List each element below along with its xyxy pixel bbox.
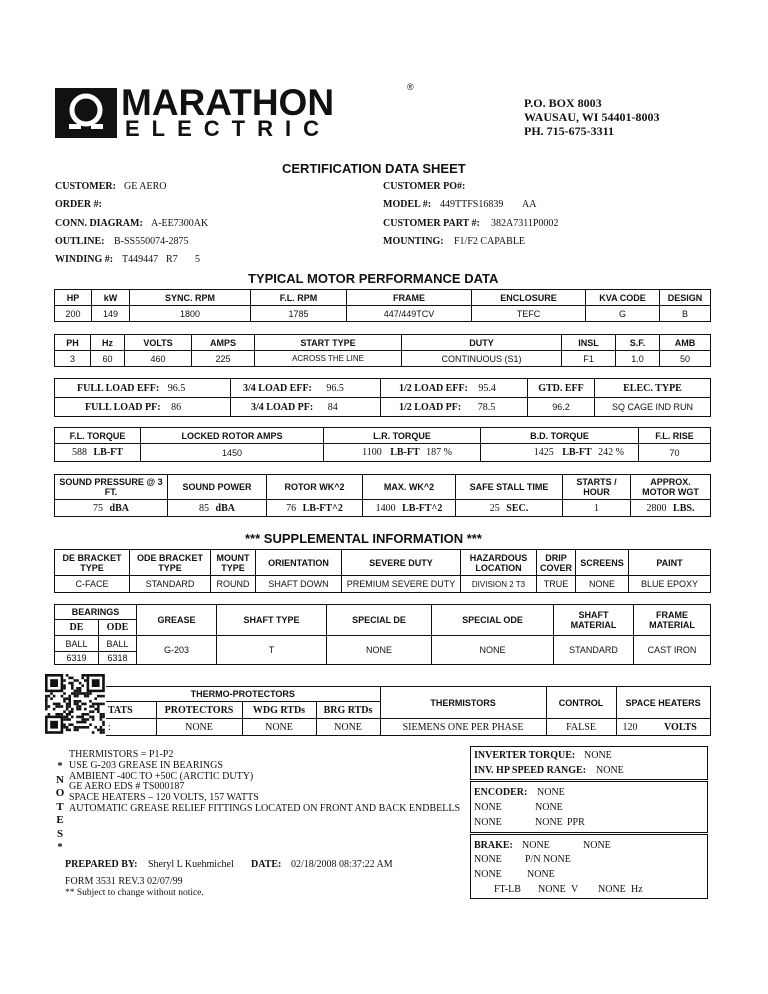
- table-torque: [54, 427, 711, 462]
- mount-type-value: ROUND: [211, 576, 256, 593]
- notes-letter: T: [56, 800, 64, 813]
- frame-material-header: FRAME MATERIAL: [634, 605, 711, 636]
- rotor-wk2-cell: [267, 500, 363, 517]
- winding-value: T449447: [122, 254, 159, 265]
- fl-torque-cell: [55, 444, 141, 462]
- kw-header: kW: [92, 290, 130, 306]
- encoder-row2-b: NONE: [535, 817, 563, 828]
- gtd-eff-label: GTD. EFF: [528, 379, 595, 398]
- bearing-de-number: 6319: [55, 652, 99, 665]
- fl-pf-label: FULL LOAD PF:: [85, 401, 161, 413]
- ode-bracket-value: STANDARD: [130, 576, 211, 593]
- amb-header: AMB: [660, 335, 711, 351]
- hz-value: 60: [91, 351, 125, 367]
- encoder-label: ENCODER:: [474, 787, 528, 798]
- bd-torque-header: B.D. TORQUE: [481, 428, 639, 444]
- inverter-torque-value: NONE: [584, 750, 612, 761]
- supplemental-title: *** SUPPLEMENTAL INFORMATION ***: [245, 531, 482, 546]
- bd-torque-cell: [481, 444, 639, 462]
- safe-stall-unit: SEC.: [506, 502, 529, 514]
- customer-part-label: CUSTOMER PART #:: [383, 218, 480, 229]
- h-pf-value: 78.5: [477, 401, 496, 413]
- safe-stall-header: SAFE STALL TIME: [456, 475, 563, 500]
- severe-duty-value: PREMIUM SEVERE DUTY: [342, 576, 461, 593]
- table-sound: [54, 474, 711, 517]
- customer-label: CUSTOMER:: [55, 181, 116, 192]
- brake-row2-a: NONE: [474, 869, 502, 880]
- sound-pressure-cell: [55, 500, 168, 517]
- winding-extra: 5: [195, 254, 200, 265]
- safe-stall-cell: [456, 500, 563, 517]
- inverter-torque-label: INVERTER TORQUE:: [474, 750, 576, 761]
- severe-duty-header: SEVERE DUTY: [342, 550, 461, 576]
- mount-type-header: MOUNT TYPE: [211, 550, 256, 576]
- hp-value: 200: [55, 306, 92, 322]
- mounting-label: MOUNTING:: [383, 236, 444, 247]
- hz-header: Hz: [91, 335, 125, 351]
- lra-value: 1450: [141, 444, 324, 462]
- gtd-eff-value: 96.2: [528, 398, 595, 417]
- rotor-wk2-unit: LB-FT^2: [302, 502, 343, 514]
- encoder-ppr: PPR: [567, 817, 585, 828]
- sync-rpm-value: 1800: [130, 306, 251, 322]
- customer-po-label: CUSTOMER PO#:: [383, 181, 466, 192]
- logo-text-electric: ELECTRIC: [125, 116, 331, 141]
- duty-value: CONTINUOUS (S1): [402, 351, 562, 367]
- start-type-header: START TYPE: [255, 335, 402, 351]
- lr-torque-value: 1100: [362, 447, 382, 458]
- table-performance-2: [54, 334, 711, 367]
- drip-cover-value: TRUE: [537, 576, 576, 593]
- ode-bracket-header: ODE BRACKET TYPE: [130, 550, 211, 576]
- bd-torque-unit: LB-FT: [562, 447, 592, 458]
- form-number: FORM 3531 REV.3 02/07/99: [65, 876, 183, 887]
- table-efficiency: [54, 378, 711, 417]
- thermistors-header: THERMISTORS: [380, 687, 546, 719]
- h-eff-label: 1/2 LOAD EFF:: [399, 382, 468, 394]
- grease-header: GREASE: [137, 605, 217, 636]
- shaft-material-header: SHAFT MATERIAL: [554, 605, 634, 636]
- protectors-header: PROTECTORS: [156, 702, 242, 719]
- prepared-by-label: PREPARED BY:: [65, 859, 138, 870]
- space-heaters-value: 120: [622, 721, 638, 733]
- fl-pf-cell: [55, 398, 231, 417]
- grease-value: G-203: [137, 636, 217, 665]
- screens-value: NONE: [576, 576, 629, 593]
- hazardous-header: HAZARDOUS LOCATION: [461, 550, 537, 576]
- starts-hour-value: 1: [563, 500, 631, 517]
- model-label: MODEL #:: [383, 199, 432, 210]
- drip-cover-header: DRIP COVER: [537, 550, 576, 576]
- design-value: B: [660, 306, 711, 322]
- page-title: CERTIFICATION DATA SHEET: [282, 161, 466, 176]
- brake-row1-b: P/N NONE: [525, 854, 571, 865]
- table-performance-1: [54, 289, 711, 322]
- prepared-by-value: Sheryl L Kuehmichel: [148, 859, 234, 870]
- amb-value: 50: [660, 351, 711, 367]
- amps-value: 225: [192, 351, 255, 367]
- sound-pressure-value: 75: [93, 502, 104, 514]
- q3-pf-value: 84: [327, 401, 338, 413]
- inv-hp-range-value: NONE: [596, 765, 624, 776]
- table-supplemental: [54, 549, 711, 593]
- brake-hz-unit: Hz: [631, 884, 643, 895]
- shaft-type-value: T: [217, 636, 327, 665]
- screens-header: SCREENS: [576, 550, 629, 576]
- elec-type-label: ELEC. TYPE: [595, 379, 711, 398]
- h-eff-value: 95.4: [478, 382, 496, 394]
- enclosure-header: ENCLOSURE: [472, 290, 586, 306]
- q3-pf-cell: [231, 398, 381, 417]
- safe-stall-value: 25: [489, 502, 500, 514]
- hp-header: HP: [55, 290, 92, 306]
- order-label: ORDER #:: [55, 199, 102, 210]
- insl-value: F1: [562, 351, 616, 367]
- qr-code-icon: [44, 670, 106, 742]
- brake-box: [470, 834, 708, 899]
- sound-power-header: SOUND POWER: [168, 475, 267, 500]
- table-bearings: [54, 604, 711, 665]
- kva-code-value: G: [586, 306, 660, 322]
- lr-torque-unit: LB-FT: [390, 447, 420, 458]
- fl-rise-header: F.L. RISE: [639, 428, 711, 444]
- bearing-de-type: BALL: [55, 636, 99, 652]
- sound-pressure-header: SOUND PRESSURE @ 3 FT.: [55, 475, 168, 500]
- design-header: DESIGN: [660, 290, 711, 306]
- bearings-header: BEARINGS: [55, 605, 137, 620]
- brake-label: BRAKE:: [474, 840, 513, 851]
- bearing-ode-header: ODE: [99, 620, 137, 636]
- customer-part-value: 382A7311P0002: [491, 218, 559, 229]
- lr-torque-header: L.R. TORQUE: [324, 428, 481, 444]
- motor-wgt-cell: [631, 500, 711, 517]
- space-heaters-unit: VOLTS: [664, 721, 697, 733]
- fl-rise-value: 70: [639, 444, 711, 462]
- fl-rpm-header: F.L. RPM: [251, 290, 347, 306]
- special-de-value: NONE: [327, 636, 432, 665]
- control-header: CONTROL: [546, 687, 616, 719]
- fl-eff-label: FULL LOAD EFF:: [77, 382, 160, 394]
- stats-value: :: [106, 719, 156, 736]
- paint-value: BLUE EPOXY: [629, 576, 711, 593]
- encoder-value: NONE: [537, 787, 565, 798]
- table-thermal: [106, 686, 711, 736]
- customer-value: GE AERO: [124, 181, 167, 192]
- address-line-2: WAUSAU, WI 54401-8003: [524, 110, 660, 124]
- max-wk2-cell: [363, 500, 456, 517]
- ph-header: PH: [55, 335, 91, 351]
- subject-to-change: ** Subject to change without notice.: [65, 888, 204, 898]
- note-line: THERMISTORS = P1-P2: [69, 749, 174, 760]
- rotor-wk2-value: 76: [286, 502, 297, 514]
- duty-header: DUTY: [402, 335, 562, 351]
- sound-power-unit: dBA: [215, 502, 235, 514]
- motor-wgt-header: APPROX. MOTOR WGT: [631, 475, 711, 500]
- sound-pressure-unit: dBA: [109, 502, 129, 514]
- frame-header: FRAME: [347, 290, 472, 306]
- bd-torque-pct: 242 %: [598, 447, 624, 458]
- bearing-ode-type: BALL: [99, 636, 137, 652]
- shaft-material-value: STANDARD: [554, 636, 634, 665]
- frame-material-value: CAST IRON: [634, 636, 711, 665]
- notes-letter: O: [55, 787, 65, 799]
- h-pf-label: 1/2 LOAD PF:: [399, 401, 462, 413]
- notes-letter: N: [56, 773, 64, 786]
- note-line: GE AERO EDS # TS000187: [69, 781, 185, 793]
- model-suffix: AA: [522, 199, 537, 210]
- sync-rpm-header: SYNC. RPM: [130, 290, 251, 306]
- protectors-value: NONE: [156, 719, 242, 736]
- bearing-ode-number: 6318: [99, 652, 137, 665]
- sound-power-value: 85: [199, 502, 210, 514]
- paint-header: PAINT: [629, 550, 711, 576]
- fl-torque-unit: LB-FT: [93, 447, 123, 458]
- conn-diagram-value: A-EE7300AK: [151, 218, 209, 229]
- brake-hz-value: NONE: [598, 884, 626, 895]
- bd-torque-value: 1425: [533, 447, 554, 458]
- wdg-rtds-value: NONE: [242, 719, 316, 736]
- notes-letter: S: [56, 827, 64, 840]
- thermistors-value: SIEMENS ONE PER PHASE: [380, 719, 546, 736]
- h-eff-cell: [381, 379, 528, 398]
- q3-pf-label: 3/4 LOAD PF:: [251, 401, 314, 413]
- amps-header: AMPS: [192, 335, 255, 351]
- wdg-rtds-header: WDG RTDs: [242, 702, 316, 719]
- bearing-de-header: DE: [55, 620, 99, 636]
- brg-rtds-header: BRG RTDs: [316, 702, 380, 719]
- date-label: DATE:: [251, 859, 282, 870]
- outline-label: OUTLINE:: [55, 236, 105, 247]
- stats-header: TATS: [106, 702, 156, 719]
- model-value: 449TTFS16839: [440, 199, 504, 210]
- brake-ftlb: FT-LB: [494, 884, 521, 895]
- space-heaters-header: SPACE HEATERS: [616, 687, 710, 719]
- notes-letter: *: [57, 841, 63, 853]
- notes-letter: *: [57, 760, 63, 772]
- marathon-logo: [55, 82, 415, 141]
- frame-value: 447/449TCV: [347, 306, 472, 322]
- insl-header: INSL: [562, 335, 616, 351]
- kw-value: 149: [92, 306, 130, 322]
- sound-power-cell: [168, 500, 267, 517]
- brg-rtds-value: NONE: [316, 719, 380, 736]
- address-line-3: PH. 715-675-3311: [524, 124, 614, 138]
- brake-volts-value: NONE: [538, 884, 566, 895]
- brake-value-b: NONE: [583, 840, 611, 851]
- outline-value: B-SS550074-2875: [114, 236, 189, 247]
- start-type-value: ACROSS THE LINE: [255, 351, 402, 367]
- fl-torque-header: F.L. TORQUE: [55, 428, 141, 444]
- elec-type-value: SQ CAGE IND RUN: [595, 398, 711, 417]
- performance-title: TYPICAL MOTOR PERFORMANCE DATA: [248, 271, 499, 286]
- q3-eff-value: 96.5: [326, 382, 344, 394]
- max-wk2-header: MAX. WK^2: [363, 475, 456, 500]
- note-line: SPACE HEATERS – 120 VOLTS, 157 WATTS: [69, 792, 259, 804]
- brake-volts-unit: V: [571, 884, 579, 895]
- logo-text-marathon: MARATHON: [121, 82, 335, 123]
- hazardous-value: DIVISION 2 T3: [461, 576, 537, 593]
- de-bracket-value: C-FACE: [55, 576, 130, 593]
- notes-list: [69, 750, 460, 815]
- special-de-header: SPECIAL DE: [327, 605, 432, 636]
- volts-value: 460: [125, 351, 192, 367]
- fl-rpm-value: 1785: [251, 306, 347, 322]
- de-bracket-header: DE BRACKET TYPE: [55, 550, 130, 576]
- space-heaters-cell: [616, 719, 710, 736]
- encoder-row2-a: NONE: [474, 817, 502, 828]
- note-line: AUTOMATIC GREASE RELIEF FITTINGS LOCATED ON FRONT AND BACK ENDBELLS: [69, 802, 461, 814]
- special-ode-header: SPECIAL ODE: [432, 605, 554, 636]
- volts-header: VOLTS: [125, 335, 192, 351]
- qr-code-graphic: [44, 670, 106, 742]
- orientation-value: SHAFT DOWN: [256, 576, 342, 593]
- fl-pf-value: 86: [171, 401, 182, 413]
- encoder-row1-b: NONE: [535, 802, 563, 813]
- conn-diagram-label: CONN. DIAGRAM:: [55, 218, 143, 229]
- max-wk2-value: 1400: [375, 502, 396, 514]
- encoder-box: [470, 781, 708, 833]
- fl-eff-value: 96.5: [167, 382, 186, 394]
- control-value: FALSE: [546, 719, 616, 736]
- brake-row2-b: NONE: [527, 869, 555, 880]
- q3-eff-label: 3/4 LOAD EFF:: [243, 382, 312, 394]
- brake-value-a: NONE: [522, 840, 550, 851]
- winding-rev: R7: [166, 254, 178, 265]
- registered-mark: ®: [407, 82, 414, 92]
- special-ode-value: NONE: [432, 636, 554, 665]
- rotor-wk2-header: ROTOR WK^2: [267, 475, 363, 500]
- q3-eff-cell: [231, 379, 381, 398]
- lra-header: LOCKED ROTOR AMPS: [141, 428, 324, 444]
- brake-row1-a: NONE: [474, 854, 502, 865]
- inverter-box: [470, 746, 708, 780]
- lr-torque-cell: [324, 444, 481, 462]
- address-line-1: P.O. BOX 8003: [524, 96, 602, 110]
- motor-wgt-value: 2800: [646, 502, 667, 514]
- shaft-type-header: SHAFT TYPE: [217, 605, 327, 636]
- sf-value: 1.0: [616, 351, 660, 367]
- winding-label: WINDING #:: [55, 254, 114, 265]
- motor-wgt-unit: LBS.: [673, 502, 695, 514]
- kva-code-header: KVA CODE: [586, 290, 660, 306]
- mounting-value: F1/F2 CAPABLE: [454, 236, 526, 247]
- sf-header: S.F.: [616, 335, 660, 351]
- ph-value: 3: [55, 351, 91, 367]
- enclosure-value: TEFC: [472, 306, 586, 322]
- fl-torque-value: 588: [72, 447, 88, 458]
- h-pf-cell: [381, 398, 528, 417]
- note-line: AMBIENT -40C TO +50C (ARCTIC DUTY): [69, 770, 254, 782]
- thermo-protectors-header: THERMO-PROTECTORS: [106, 687, 380, 702]
- fl-eff-cell: [55, 379, 231, 398]
- notes-vertical-label: [54, 760, 66, 855]
- note-line: USE G-203 GREASE IN BEARINGS: [69, 759, 223, 771]
- lr-torque-pct: 187 %: [426, 447, 452, 458]
- max-wk2-unit: LB-FT^2: [402, 502, 443, 514]
- starts-hour-header: STARTS / HOUR: [563, 475, 631, 500]
- encoder-row1-a: NONE: [474, 802, 502, 813]
- orientation-header: ORIENTATION: [256, 550, 342, 576]
- inv-hp-range-label: INV. HP SPEED RANGE:: [474, 765, 587, 776]
- date-value: 02/18/2008 08:37:22 AM: [291, 859, 393, 870]
- notes-letter: E: [56, 814, 64, 826]
